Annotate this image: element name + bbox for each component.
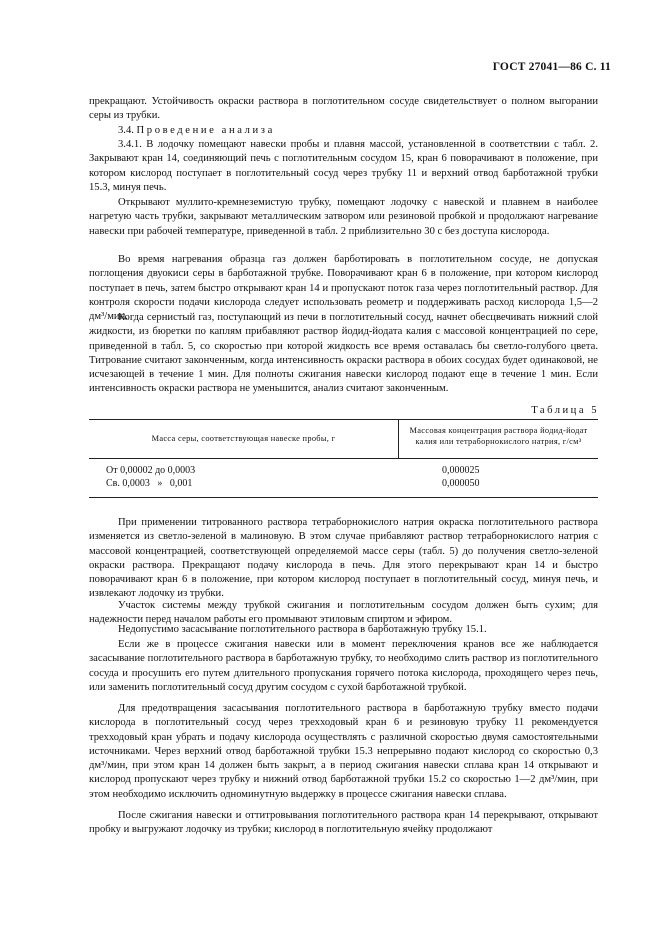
- table-cell-mass-2: Св. 0,0003 » 0,001: [106, 478, 193, 489]
- section-title: Проведение анализа: [136, 125, 275, 136]
- table-top-rule: [89, 419, 598, 420]
- section-number: 3.4.: [118, 125, 137, 136]
- section-heading: [89, 124, 598, 138]
- paragraph-tetraborate: При применении титрованного раствора тетраборнокислого натрия окраска поглотительного раствора изменяется из светло-зеленой в малиновую. В этом случае прибавляют раствор тетраборнокислого натрия с массовой концентрацией, соответствующей определяемой массе серы (табл. 5) до получения светло-зеленой окраски раствора. Прекращают подачу кислорода в печь. Для этого перекрывают кран 14 и быстро поворачивают кран 6 в положение, при котором кислород поступает в поглотительный сосуд, минуя печь, и извлекают лодочку из трубки.: [89, 517, 598, 600]
- table-header-rule: [89, 458, 598, 459]
- table-cell-mass-1: От 0,00002 до 0,0003: [106, 465, 196, 476]
- paragraph-dry-section: Участок системы между трубкой сжигания и поглотительным сосудом должен быть сухим; для надежности перед началом работы его промывают этиловым спиртом и эфиром.: [89, 600, 598, 626]
- page-header: ГОСТ 27041—86 С. 11: [492, 61, 611, 73]
- paragraph-continuation: прекращают. Устойчивость окраски раствора в поглотительном сосуде свидетельствует о полном выгорании серы из трубки.: [89, 96, 598, 122]
- table-cell-conc-2: 0,000050: [442, 478, 480, 489]
- paragraph-suction: Если же в процессе сжигания навески или в момент переключения кранов все же наблюдается засасывание поглотительного раствора в барботажную трубку, то необходимо слить раствор из поглотительного сосуда и просушить его путем длительного пропускания горячего потока кислорода, проходящего через печь, или заменить поглотительный сосуд другим сосудом с сухой барботажной трубкой.: [89, 639, 598, 693]
- table-header-mass: Масса серы, соответствующая навеске пробы, г: [151, 434, 336, 443]
- paragraph-titration: Когда сернистый газ, поступающий из печи в поглотительный сосуд, начнет обесцвечивать нижний слой жидкости, из бюретки по каплям прибавляют раствор йодид-йодата калия с массовой концентрацией по сере, приведенной в табл. 5, со скоростью при которой жидкость все время оставалась бы светло-голубого цвета. Титрование считают законченным, когда интенсивность окраски раствора в обоих сосудах будет одинаковой, не исчезающей в течение 1 мин. Для полноты сжигания навески кислород подают еще в течение 1 мин. Если интенсивность окраски раствора не уменьшится, анализ считают законченным.: [89, 312, 598, 395]
- paragraph-3-4-1: 3.4.1. В лодочку помещают навески пробы и плавня массой, установленной в соответствии с табл. 2. Закрывают кран 14, соединяющий печь с поглотительным сосудом 15, кран 6 поворачивают в положение, при котором кислород поступает в поглотительный сосуд через трубку 11 и верхний отвод барботажной трубки 15.3, минуя печь.: [89, 139, 598, 193]
- paragraph-heating: Во время нагревания образца газ должен барботировать в поглотительном сосуде, не допуская поглощения двуокиси серы в барботажной трубке. Поворачивают кран 6 в положение, при котором кислород поступает в печь, затем быстро открывают кран 14 и пропускают поток газа через поглотительный раствор. Для контроля скорости подачи кислорода следует использовать реометр и поддерживать расход кислорода 1,5—2 дм³/мин.: [89, 254, 598, 323]
- paragraph-after-combustion: После сжигания навески и оттитровывания поглотительного раствора кран 14 перекрывают, открывают пробку и выгружают лодочку из трубки; кислород в поглотительную ячейку продолжают: [89, 810, 598, 836]
- table-header-concentration: Массовая концентрация раствора йодид-йодат калия или тетраборнокислого натрия, г/см³: [409, 426, 588, 446]
- table-cell-conc-1: 0,000025: [442, 465, 480, 476]
- table-bottom-rule: [89, 497, 598, 498]
- table-5: [89, 419, 598, 499]
- table-caption: Таблица 5: [531, 405, 599, 416]
- paragraph-prevention: Для предотвращения засасывания поглотительного раствора в барботажную трубку вместо подачи кислорода в поглотительный сосуд через трехходовый кран 6 и резиновую трубку 11 рекомендуется трехходовый кран убрать и подачу кислорода осуществлять с различной скоростью двумя самостоятельными источниками. Через верхний отвод барботажной трубки 15.3 непрерывно подают кислород со скоростью 0,3 дм³/мин, при этом кран 14 должен быть закрыт, а в период сжигания навески сплава кран 14 открывают и кислород пропускают через трубку и нижний отвод барботажной трубки 15.2 со скоростью 1—2 дм³/мин, при этом необходимо исключить одноминутную выдержку в процессе сжигания навески сплава.: [89, 703, 598, 800]
- paragraph-open-tube: Открывают муллито-кремнеземистую трубку, помещают лодочку с навеской и плавнем в наиболее нагретую часть трубки, закрывают металлическим затвором или резиновой пробкой и продолжают нагревание навески при рабочей температуре, приведенной в табл. 2 приблизительно 30 с без доступа кислорода.: [89, 197, 598, 237]
- paragraph-not-allowed: Недопустимо засасывание поглотительного раствора в барботажную трубку 15.1.: [118, 624, 487, 635]
